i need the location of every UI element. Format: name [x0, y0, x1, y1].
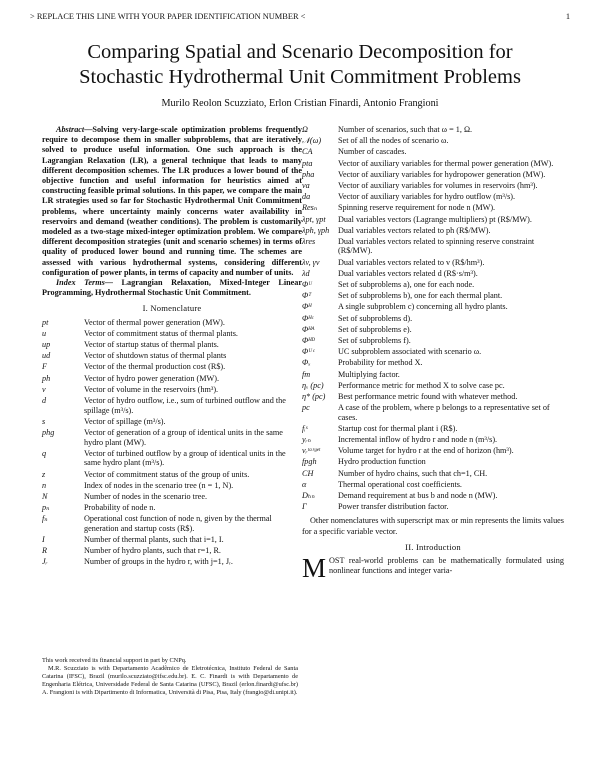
nomenclature-symbol: α: [302, 479, 307, 489]
nomenclature-description: Index of nodes in the scenario tree (n = 1, N).: [84, 480, 234, 490]
nomenclature-row: [302, 314, 564, 325]
nomenclature-symbol: Φᴴᶜ: [302, 313, 314, 323]
nomenclature-row: [42, 362, 302, 373]
nomenclature-row: [302, 435, 564, 446]
nomenclature-description: Power transfer distribution factor.: [338, 502, 449, 512]
nomenclature-symbol: I: [42, 535, 45, 545]
nomenclature-heading: I. Nomenclature: [142, 303, 202, 314]
nomenclature-row: [42, 428, 302, 449]
nomenclature-symbol: N: [42, 491, 48, 501]
nomenclature-symbol: z: [42, 469, 46, 479]
nomenclature-symbol: λd: [302, 268, 310, 278]
nomenclature-symbol: Γ: [302, 502, 307, 512]
nomenclature-row: [302, 226, 564, 237]
paper-title: [20, 40, 580, 90]
nomenclature-description: Set of subproblems f).: [338, 335, 411, 345]
nomenclature-symbol: 𝒩(ω): [302, 136, 322, 146]
nomenclature-symbol: pt: [42, 317, 49, 327]
nomenclature-description: A single subproblem c) concerning all hydro plants.: [338, 302, 508, 312]
nomenclature-row: [302, 125, 564, 136]
nomenclature-description: Probability for method X.: [338, 358, 423, 368]
nomenclature-description: Operational cost function of node n, given by the thermal generation and startup costs (R$).: [84, 514, 272, 533]
nomenclature-row: [302, 192, 564, 203]
intro-paragraph: [302, 552, 564, 583]
nomenclature-row: [302, 215, 564, 226]
nomenclature-row: [302, 347, 564, 358]
nomenclature-symbol: pta: [302, 158, 313, 168]
nomenclature-description: Number of cascades.: [338, 147, 407, 157]
nomenclature-symbol: η* (pc): [302, 391, 326, 401]
page-number: 1: [565, 12, 570, 21]
nomenclature-row: [302, 358, 564, 369]
nomenclature-description: UC subproblem associated with scenario ω.: [338, 347, 482, 357]
nomenclature-symbol: da: [302, 192, 311, 202]
left-column: [42, 125, 302, 569]
nomenclature-symbol: q: [42, 448, 47, 458]
nomenclature-description: Hydro production function: [338, 457, 426, 467]
footnotes: [42, 657, 298, 697]
nomenclature-symbol: v: [42, 384, 46, 394]
right-column: [302, 125, 564, 583]
nomenclature-symbol: u: [42, 328, 47, 338]
nomenclature-row: [42, 385, 302, 396]
nomenclature-description: Vector of commitment status of the group of units.: [84, 469, 250, 479]
nomenclature-symbol: fᵢˢ: [302, 423, 308, 433]
nomenclature-description: Set of all the nodes of scenario ω.: [338, 136, 449, 146]
nomenclature-row: [42, 318, 302, 329]
index-terms: [42, 278, 302, 298]
nomenclature-description: Number of nodes in the scenario tree.: [84, 491, 207, 501]
nomenclature-row: [302, 336, 564, 347]
nomenclature-description: Vector of auxiliary variables for hydro outflow (m³/s).: [338, 192, 516, 202]
nomenclature-description: Dual variables vectors related d (R$·s/m³).: [338, 268, 478, 278]
nomenclature-row: [42, 492, 302, 503]
abstract-lead: Abstract: [56, 125, 85, 134]
nomenclature-symbol: Φᵀ: [302, 291, 312, 301]
nomenclature-row: [302, 159, 564, 170]
nomenclature-table-right: [302, 125, 564, 513]
nomenclature-description: Multiplying factor.: [338, 369, 400, 379]
nomenclature-description: Vector of shutdown status of thermal plants: [84, 351, 227, 361]
nomenclature-symbol: fm: [302, 369, 311, 379]
nomenclature-description: Number of hydro chains, such that ch=1, CH.: [338, 468, 488, 478]
running-header: [30, 12, 570, 24]
nomenclature-row: [42, 503, 302, 514]
nomenclature-description: Set of subproblems e).: [338, 324, 412, 334]
nomenclature-row: [42, 514, 302, 535]
nomenclature-row: [302, 269, 564, 280]
nomenclature-description: Volume target for hydro r at the end of horizon (hm³).: [338, 446, 514, 456]
nomenclature-symbol: λres: [302, 236, 316, 246]
index-terms-text: — Lagrangian Relaxation, Mixed-Integer Linear Programming, Hydrothermal Stochastic Unit Commitment.: [42, 278, 303, 298]
nomenclature-row: [42, 329, 302, 340]
nomenclature-symbol: Dₕₙ: [302, 491, 315, 500]
intro-dropcap: M: [302, 552, 327, 583]
nomenclature-symbol: CA: [302, 147, 313, 157]
nomenclature-symbol: d: [42, 395, 47, 405]
nomenclature-description: Dual variables vectors related to ph (R$/MW).: [338, 225, 491, 235]
nomenclature-symbol: Φᵁᶜ: [302, 347, 315, 357]
nomenclature-row: [42, 535, 302, 546]
nomenclature-description: Vector of the thermal production cost (R$).: [84, 362, 226, 372]
nomenclature-symbol: Φᵁ: [302, 280, 313, 290]
nomenclature-symbol: Ω: [302, 125, 308, 134]
nomenclature-description: Performance metric for method X to solve case pc.: [338, 380, 505, 390]
nomenclature-symbol: λph, γph: [302, 225, 330, 235]
nomenclature-row: [42, 351, 302, 362]
nomenclature-description: Dual variables vectors related to spinning reserve constraint (R$/MW).: [338, 236, 535, 256]
nomenclature-symbol: vᵣᵗᵃʳᵍᵉᵗ: [302, 446, 320, 456]
abstract: [42, 125, 302, 278]
nomenclature-row: [302, 237, 564, 258]
nomenclature-description: Probability of node n.: [84, 503, 156, 513]
nomenclature-description: Vector of hydro power generation (MW).: [84, 373, 220, 383]
nomenclature-symbol: F: [42, 362, 48, 372]
nomenclature-row: [302, 302, 564, 313]
nomenclature-description: Vector of turbined outflow by a group of identical units in the same hydro plant (m³/s).: [84, 448, 286, 468]
nomenclature-row: [42, 417, 302, 428]
nomenclature-symbol: va: [302, 180, 310, 190]
nomenclature-symbol: yᵣₙ: [302, 435, 311, 445]
nomenclature-symbol: fₙ: [42, 514, 48, 524]
nomenclature-symbol: pₙ: [42, 503, 50, 513]
nomenclature-description: Demand requirement at bus b and node n (MW).: [338, 491, 498, 500]
nomenclature-description: Dual variables vectors related to v (R$/hm³).: [338, 257, 485, 267]
nomenclature-row: [302, 136, 564, 147]
nomenclature-row: [302, 480, 564, 491]
nomenclature-description: Startup cost for thermal plant i (R$).: [338, 423, 458, 433]
nomenclature-description: Vector of auxiliary variables for hydropower generation (MW).: [338, 169, 546, 179]
nomenclature-description: Incremental inflow of hydro r and node n (m³/s).: [338, 435, 498, 445]
nomenclature-row: [302, 424, 564, 435]
nomenclature-row: [302, 392, 564, 403]
nomenclature-symbol: ηₓ (pc): [302, 380, 324, 390]
nomenclature-row: [302, 258, 564, 269]
nomenclature-symbol: CH: [302, 468, 314, 478]
nomenclature-symbol: Φᴴ: [302, 302, 312, 312]
nomenclature-description: Dual variables vectors (Lagrange multipliers) pt (R$/MW).: [338, 214, 532, 224]
header-text: > REPLACE THIS LINE WITH YOUR PAPER IDENTIFICATION NUMBER <: [30, 12, 306, 21]
other-nomenclatures: Other nomenclatures with superscript max or min represents the limits values for a specific variable vector.: [302, 516, 564, 536]
intro-text: OST real-world problems can be mathematically formulated using nonlinear functions and integer varia-: [329, 555, 564, 576]
nomenclature-row: [42, 481, 302, 492]
nomenclature-description: Vector of commitment status of thermal plants.: [84, 328, 238, 338]
nomenclature-row: [302, 203, 564, 214]
nomenclature-symbol: s: [42, 416, 46, 426]
nomenclature-row: [302, 469, 564, 480]
nomenclature-row: [42, 557, 302, 568]
nomenclature-symbol: Φᴴᴰ: [302, 335, 316, 345]
index-terms-lead: Index Terms: [56, 278, 105, 288]
nomenclature-row: [302, 370, 564, 381]
footnote-funding: This work received its financial support in part by CNPq.: [42, 657, 187, 664]
nomenclature-description: Set of subproblems d).: [338, 313, 413, 323]
nomenclature-row: [302, 147, 564, 158]
nomenclature-description: Vector of generation of a group of identical units in the same hydro plant (MW).: [84, 427, 283, 447]
nomenclature-symbol: Φₓ: [302, 358, 311, 368]
abstract-text: —Solving very-large-scale optimization problems frequently require to decompose them in smaller subproblems, that are iteratively solved to produce useful information. One such approach is the Lagrangian Relaxation (LR), a general technique that leads to many different decomposition schemes. The LR produces a lower bound of the objective function and useful information for heuristics aimed at constructing feasible primal solutions. In this paper, we compare the main LR strategies used so far for Stochastic Hydrothermal Unit Commitment problems, where uncertainty mainly concerns water availability in reservoirs and demand (weather conditions). The problem is customarily modeled as a two-stage mixed-integer optimization problem. We compare different decomposition strategies (unit and scenario schemes) in terms of quality of produced lower bound and running time. The schemes are assessed with various hydrothermal systems, considering different configuration of power plants, in terms of capacity and number of units.: [42, 125, 302, 277]
nomenclature-symbol: fpgh: [302, 457, 317, 467]
nomenclature-description: Vector of startup status of thermal plants.: [84, 340, 219, 350]
authors: Murilo Reolon Scuzziato, Erlon Cristian Finardi, Antonio Frangioni: [161, 98, 439, 109]
nomenclature-description: Thermal operational cost coefficients.: [338, 479, 462, 489]
title-line-1: Comparing Spatial and Scenario Decomposition for: [87, 41, 513, 63]
nomenclature-description: Vector of spillage (m³/s).: [84, 416, 166, 426]
nomenclature-description: Spinning reserve requirement for node n (MW).: [338, 203, 496, 213]
nomenclature-row: [302, 325, 564, 336]
nomenclature-symbol: phg: [42, 427, 55, 437]
nomenclature-symbol: ph: [42, 373, 51, 383]
nomenclature-symbol: Resₙ: [302, 203, 318, 213]
nomenclature-row: [302, 502, 564, 513]
nomenclature-row: [302, 280, 564, 291]
intro-heading: II. Introduction: [405, 541, 461, 552]
nomenclature-symbol: pha: [302, 169, 315, 179]
nomenclature-description: Vector of volume in the reservoirs (hm³).: [84, 384, 219, 394]
nomenclature-description: Number of groups in the hydro r, with j=1, Jᵣ.: [84, 557, 233, 567]
nomenclature-description: Set of subproblems b), one for each thermal plant.: [338, 291, 503, 301]
nomenclature-description: Set of subproblems a), one for each node.: [338, 280, 475, 290]
nomenclature-row: [302, 381, 564, 392]
nomenclature-row: [42, 546, 302, 557]
nomenclature-row: [302, 403, 564, 424]
nomenclature-row: [42, 449, 302, 470]
nomenclature-row: [302, 181, 564, 192]
nomenclature-description: Number of hydro plants, such that r=1, R.: [84, 546, 221, 556]
nomenclature-description: Vector of auxiliary variables for thermal power generation (MW).: [338, 158, 554, 168]
nomenclature-row: [302, 446, 564, 457]
nomenclature-description: Number of scenarios, such that ω = 1, Ω.: [338, 125, 473, 134]
nomenclature-symbol: Jᵣ: [42, 557, 48, 567]
nomenclature-description: Best performance metric found with whatever method.: [338, 391, 518, 401]
nomenclature-description: Vector of hydro outflow, i.e., sum of turbined outflow and the spillage (m³/s).: [84, 395, 286, 415]
nomenclature-table-left: [42, 318, 302, 569]
nomenclature-symbol: λpt, γpt: [302, 214, 326, 224]
nomenclature-row: [302, 170, 564, 181]
footnote-affiliations: M.R. Scuzziato is with Departamento Acadêmico de Eletrotécnica, Instituto Federal de Santa Catarina (IFSC), Brazil (murilo.scuzziato@ifsc.edu.br). E. C. Finardi is with Departamento de Engenharia Elétrica, Universidade Federal de Santa Catarina (UFSC), Brazil (erlon.finardi@ufsc.br) A. Frangioni is with Dipartimento di Informatica, Università di Pisa, Pisa, Italy (frangio@di.unipi.it).: [42, 665, 298, 697]
nomenclature-description: A case of the problem, where p belongs to a representative set of cases.: [338, 403, 550, 422]
nomenclature-symbol: up: [42, 340, 51, 350]
nomenclature-row: [42, 470, 302, 481]
nomenclature-row: [302, 491, 564, 502]
nomenclature-row: [302, 291, 564, 302]
nomenclature-symbol: ud: [42, 351, 51, 361]
nomenclature-symbol: n: [42, 480, 47, 490]
nomenclature-row: [42, 374, 302, 385]
nomenclature-row: [42, 396, 302, 417]
nomenclature-description: Number of thermal plants, such that i=1, I.: [84, 535, 224, 545]
nomenclature-description: Vector of thermal power generation (MW).: [84, 317, 225, 327]
nomenclature-row: [302, 457, 564, 468]
nomenclature-symbol: λv, γv: [302, 257, 320, 267]
title-line-2: Stochastic Hydrothermal Unit Commitment Problems: [79, 66, 521, 88]
nomenclature-row: [42, 340, 302, 351]
nomenclature-symbol: Φᴴᴬ: [302, 324, 315, 334]
nomenclature-symbol: R: [42, 546, 48, 556]
nomenclature-description: Vector of auxiliary variables for volumes in reservoirs (hm³).: [338, 180, 538, 190]
nomenclature-symbol: pc: [302, 403, 310, 413]
